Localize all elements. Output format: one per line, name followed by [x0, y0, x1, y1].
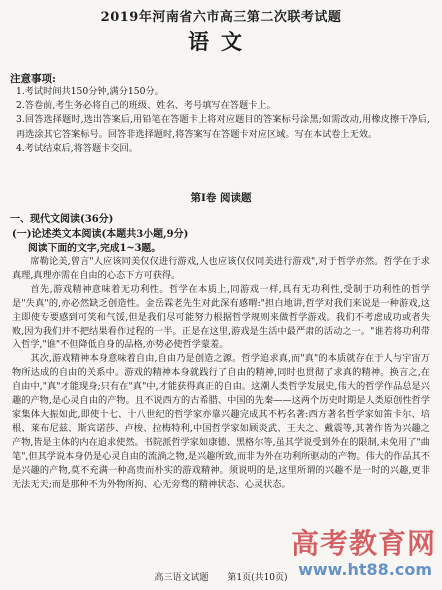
footer-page-number: 第1页(共10页): [227, 573, 288, 583]
watermark-brand: 高考教育网: [290, 527, 436, 560]
instruction: 阅读下面的文字,完成1~3题。: [28, 243, 162, 254]
notice-item: 1.考试时间共150分钟,满分150分。: [16, 86, 164, 97]
notice-list: [16, 85, 430, 156]
footer-label: 高三语文试题: [154, 573, 209, 583]
notice-heading: 注意事项:: [10, 73, 56, 85]
passage-paragraph: 首先,游戏精神意味着无功利性。哲学在本质上,同游戏一样,具有无功利性,受制于功利性的哲学是"失真"的,亦必然缺乏创造性。金岳霖老先生对此深有感喟:"担白地讲,哲学对我们来说是一种游戏,这主即使专要感到可笑和气馁,但是我们尽可能努力根据哲学规则来做哲学游戏。我们不考虑成功或者失败,因为我们并不把结果看作过程的一半。正是在这里,游戏是生活中最严肃的活动之一。"谁若将功利带入哲学,"谁"不但降低自身的品格,亦势必使哲学蒙羞。: [12, 283, 430, 351]
sub-title: (一)论述类文本阅读(本题共3小题,9分): [12, 229, 189, 240]
exam-title: 2019年河南省六市高三第二次联考试题: [100, 10, 342, 25]
notice-item: 4.考试结束后,将答题卡交回。: [16, 142, 138, 154]
passage-paragraph: 其次,游戏精神本身意味着自由,自由乃是创造之源。哲学追求真,而"真"的本质就存在于人与宇宙万物所达成的自由的关系中。游戏的精神本身就践行了自由的精神,同时也贯彻了求真的精神。换言之,在自由中,"真"才能现身;只有在"真"中,才能获得真正的自由。这潮人类哲学发展史,伟大的哲学作品总是兴趣的产物,是心灵自由的产物。且不说西方的古希腊、中国的先秦——这两个历史时期是人类原创性哲学家集体大振如此,即使十七、十八世纪的哲学家亦靠兴趣完成其不朽名著:西方著名哲学家如笛卡尔、培根、莱布尼兹、斯宾诺莎、卢梭、拉梅特利,中国哲学家如顾炎武、王夫之、戴震等,其著作皆为兴趣之产物,皆是主体的内在追求使然。书院派哲学家如康德、黑格尔等,虽其学说受到外在的限制,未免用了"曲笔",但其学说本身仍是心灵自由的流淌之物,是兴趣所致,而非为外在功利所驱动的产物。伟大的作品其不是兴趣的产物,莫不充满一种高贵而朴实的游戏精神。须说明的是,这里所谓的兴趣不是一时的兴趣,更非无法无天;而是那种不为外物所拘、心无旁骛的精神状态、心灵状态。: [12, 353, 430, 490]
passage-paragraph: 席勒论美,曾言"人应该同美仅仅进行游戏,人也应该仅仅同美进行游戏",对于哲学亦然。哲学在于求真理,真理亦需在自由的心态下方可获得。: [12, 256, 430, 281]
section-title: 第Ⅰ卷 阅读题: [190, 192, 252, 204]
part-title: 一、现代文阅读(36分): [10, 214, 114, 225]
watermark-url: www.ht88.com: [298, 560, 432, 579]
notice-item: 3.回答选择题时,选出答案后,用铅笔在答题卡上将对应题目的答案标号涂黑;如需改动,用橡皮擦干净后,再选涂其它答案标号。回答非选择题时,将答案写在答题卡对应区域。写在本试卷上无效。: [16, 114, 430, 140]
watermark: [268, 522, 436, 584]
reading-passage: [12, 255, 430, 491]
notice-item: 2.答卷前,考生务必将自己的班级、姓名、考号填写在答题卡上。: [16, 100, 276, 112]
subject-title: 语文: [188, 29, 254, 54]
